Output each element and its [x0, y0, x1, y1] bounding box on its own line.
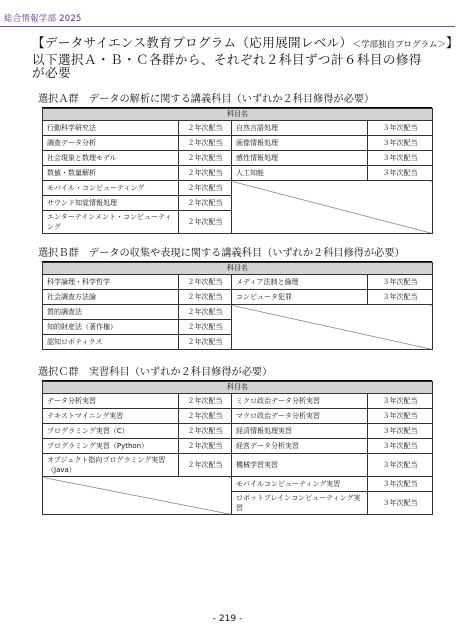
course-name: 科学論理・科学哲学 [43, 275, 179, 290]
course-name: 行動科学研究法 [43, 121, 179, 136]
course-name: 経済情報処理実習 [232, 424, 368, 439]
table-row [43, 166, 433, 181]
course-year: ２年次配当 [179, 454, 232, 477]
empty-cell-diagonal [232, 181, 433, 234]
course-year: ３年次配当 [368, 275, 433, 290]
course-name: 感性情報処理 [232, 151, 368, 166]
course-year: ２年次配当 [179, 424, 232, 439]
table-row [43, 181, 433, 196]
course-year: ３年次配当 [368, 439, 433, 454]
table-row [43, 409, 433, 424]
course-name: 画像情報処理 [232, 136, 368, 151]
course-year: ２年次配当 [179, 439, 232, 454]
table-row [43, 394, 433, 409]
course-year: ２年次配当 [179, 275, 232, 290]
course-year: ３年次配当 [368, 492, 433, 515]
group-a-column-header: 科目名 [43, 109, 433, 121]
course-name: マクロ政治データ分析実習 [232, 409, 368, 424]
table-row [43, 305, 433, 320]
course-name: データ分析実習 [43, 394, 179, 409]
course-name: オブジェクト指向プログラミング実習（Java） [43, 454, 179, 477]
course-name: 社会調査方法論 [43, 290, 179, 305]
course-name: 自然言語処理 [232, 121, 368, 136]
course-year: ２年次配当 [179, 305, 232, 320]
course-year: ２年次配当 [179, 166, 232, 181]
course-year: ３年次配当 [368, 136, 433, 151]
group-c-table [42, 381, 433, 515]
course-year: ３年次配当 [368, 151, 433, 166]
course-year: ２年次配当 [179, 121, 232, 136]
course-name: 人工知能 [232, 166, 368, 181]
course-name: 機械学習実習 [232, 454, 368, 477]
course-name: エンターテインメント・コンピューティング [43, 211, 179, 234]
course-year: ２年次配当 [179, 409, 232, 424]
table-row [43, 121, 433, 136]
course-name: メディア法制と倫理 [232, 275, 368, 290]
table-row [43, 454, 433, 477]
course-year: ３年次配当 [368, 121, 433, 136]
course-name: 経営データ分析実習 [232, 439, 368, 454]
table-row [43, 439, 433, 454]
group-b-column-header: 科目名 [43, 263, 433, 275]
course-year: ３年次配当 [368, 454, 433, 477]
page-title-sub: ＜学部独自プログラム＞ [352, 40, 446, 50]
course-name: サウンド知覚情報処理 [43, 196, 179, 211]
course-name: 調査データ分析 [43, 136, 179, 151]
group-c-heading: 選択Ｃ群 実習科目（いずれか２科目修得が必要） [38, 367, 273, 378]
course-year: ２年次配当 [179, 181, 232, 196]
course-name: モバイルコンピューティング実習 [232, 477, 368, 492]
table-row [43, 136, 433, 151]
course-name: 認知ロボティクス [43, 335, 179, 350]
course-year: ２年次配当 [179, 196, 232, 211]
course-year: ３年次配当 [368, 290, 433, 305]
table-row [43, 477, 433, 492]
course-year: ２年次配当 [179, 211, 232, 234]
course-year: ２年次配当 [179, 335, 232, 350]
course-name: モバイル・コンピューティング [43, 181, 179, 196]
course-year: ２年次配当 [179, 394, 232, 409]
page-title-main: 【データサイエンス教育プログラム（応用展開レベル） [32, 35, 353, 50]
course-year: ３年次配当 [368, 424, 433, 439]
course-name: 数値・数量解析 [43, 166, 179, 181]
course-year: ３年次配当 [368, 409, 433, 424]
table-row [43, 424, 433, 439]
document-header-label: 総合情報学部 2025 [4, 14, 82, 24]
course-name: 社会現象と数理モデル [43, 151, 179, 166]
course-name: ミクロ政治データ分析実習 [232, 394, 368, 409]
table-row [43, 151, 433, 166]
page-title [32, 35, 459, 52]
course-name: 知的財産法（著作権） [43, 320, 179, 335]
course-year: ３年次配当 [368, 477, 433, 492]
course-name: ロボットブレインコンピューティング実習 [232, 492, 368, 515]
course-name: プログラミング実習（Python） [43, 439, 179, 454]
page-subtitle: 以下選択Ａ・Ｂ・Ｃ各群から、それぞれ２科目ずつ計６科目の修得が必要 [32, 52, 422, 80]
group-b-table [42, 262, 433, 350]
page-title-close: 】 [445, 35, 459, 50]
group-c-column-header: 科目名 [43, 382, 433, 394]
page-number: - 219 - [212, 614, 243, 624]
header-rule [0, 26, 455, 27]
empty-cell-diagonal [43, 477, 232, 515]
table-row [43, 275, 433, 290]
course-name: プログラミング実習（C） [43, 424, 179, 439]
table-row [43, 290, 433, 305]
course-name: 質的調査法 [43, 305, 179, 320]
course-name: テキストマイニング実習 [43, 409, 179, 424]
empty-cell-diagonal [232, 305, 433, 350]
group-a-table [42, 108, 433, 234]
group-a-heading: 選択Ａ群 データの解析に関する講義科目（いずれか２科目修得が必要） [38, 94, 375, 105]
course-year: ２年次配当 [179, 320, 232, 335]
group-b-heading: 選択Ｂ群 データの収集や表現に関する講義科目（いずれか２科目修得が必要） [38, 248, 405, 259]
course-year: ２年次配当 [179, 151, 232, 166]
course-year: ２年次配当 [179, 136, 232, 151]
course-name: コンピュータ犯罪 [232, 290, 368, 305]
course-year: ３年次配当 [368, 394, 433, 409]
course-year: ２年次配当 [179, 290, 232, 305]
course-year: ３年次配当 [368, 166, 433, 181]
